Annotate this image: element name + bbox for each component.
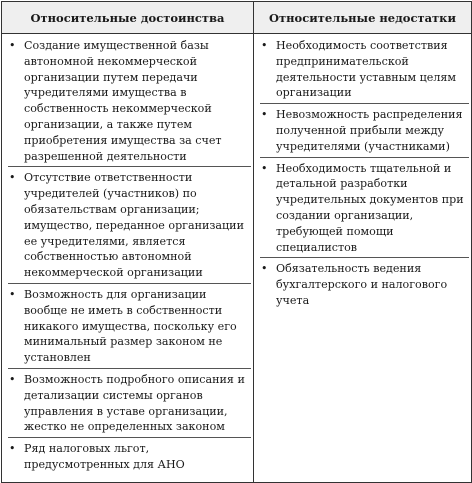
bullet-icon: • — [261, 108, 268, 122]
bullet-icon: • — [9, 372, 16, 386]
list-item — [260, 107, 469, 157]
list-item — [260, 161, 469, 259]
bullet-icon: • — [261, 262, 268, 276]
header-disadvantages: Относительные недостатки — [254, 2, 472, 34]
bullet-icon: • — [9, 287, 16, 301]
list-item — [8, 372, 251, 438]
list-item — [8, 38, 251, 167]
item-text: Необходимость соответствия предпринимательской деятельности уставным целям организации — [276, 39, 457, 100]
advantages-cell — [2, 34, 254, 483]
disadvantages-cell — [254, 34, 472, 483]
list-item — [8, 441, 251, 475]
item-text: Возможность для организации вообще не иметь в собственности никакого имущества, поскольку его минимальный размер законом не установлен — [24, 287, 237, 365]
item-text: Обязательность ведения бухгалтерского и налогового учета — [276, 262, 448, 307]
list-item — [8, 287, 251, 369]
item-text: Невозможность распределения полученной прибыли между учредителями (участниками) — [276, 108, 463, 153]
header-row — [2, 2, 472, 34]
list-item — [260, 261, 469, 310]
list-item — [8, 170, 251, 284]
disadvantages-list — [260, 38, 469, 311]
item-text: Возможность подробного описания и детализации системы органов управления в уставе организации, жестко не определенных законом — [24, 372, 245, 434]
list-item — [260, 38, 469, 104]
item-text: Отсутствие ответственности учредителей (участников) по обязательствам организации; имущество, переданное организации ее учредителями, является собственностью автономной некоммерческой организации — [24, 171, 244, 280]
bullet-icon: • — [9, 442, 16, 456]
advantages-list — [8, 38, 251, 475]
bullet-icon: • — [261, 39, 268, 52]
item-text: Необходимость тщательной и детальной разработки учредительных документов при создании организации, требующей помощи специалистов — [276, 161, 464, 254]
item-text: Ряд налоговых льгот, предусмотренных для АНО — [24, 442, 185, 471]
bullet-icon: • — [261, 161, 268, 175]
bullet-icon: • — [9, 39, 16, 52]
comparison-table — [1, 1, 472, 483]
item-text: Создание имущественной базы автономной некоммерческой организации путем передачи учредителями имущества в собственность некоммерческой организации, а также путем приобретения имущества за счет разрешенной деятельности — [24, 39, 222, 163]
content-row — [2, 34, 472, 483]
bullet-icon: • — [9, 171, 16, 185]
header-advantages: Относительные достоинства — [2, 2, 254, 34]
